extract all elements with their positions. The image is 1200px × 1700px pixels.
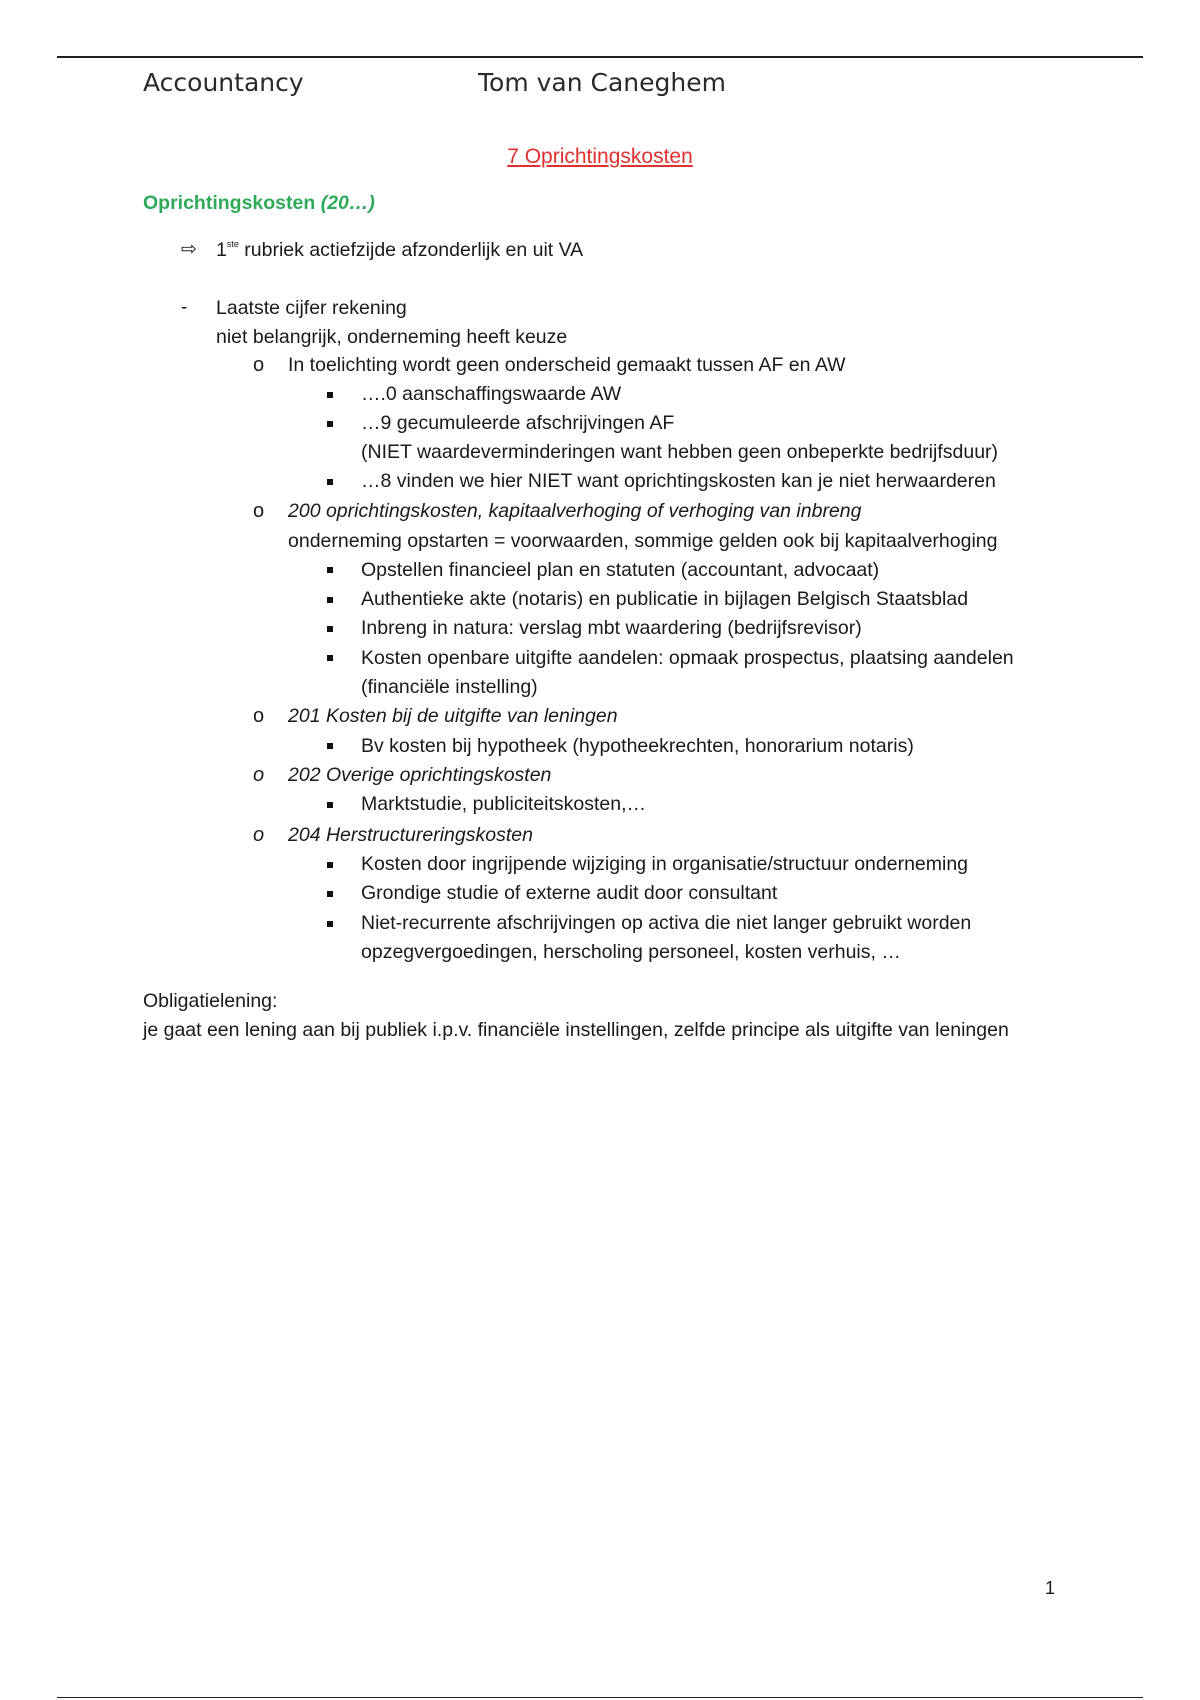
circle-bullet: o <box>253 354 265 376</box>
sub4-title: 202 Overige oprichtingskosten <box>288 764 552 786</box>
sub2-title <box>288 500 861 523</box>
arrow-item-superscript: ste <box>226 239 239 249</box>
page-number: 1 <box>1045 1578 1056 1598</box>
circle-bullet: o <box>253 705 265 727</box>
sub1-bullet-2: …9 gecumuleerde afschrijvingen AF <box>361 412 675 434</box>
sub2-bullet-4: Kosten openbare uitgifte aandelen: opmaak prospectus, plaatsing aandelen <box>361 647 1014 669</box>
sub5-bullet-3: Niet-recurrente afschrijvingen op activa die niet langer gebruikt worden <box>361 912 972 934</box>
header-course: Accountancy <box>143 68 304 97</box>
sub1-bullet-3: …8 vinden we hier NIET want oprichtingskosten kan je niet herwaarderen <box>361 470 996 492</box>
obligatie-text: je gaat een lening aan bij publiek i.p.v. financiële instellingen, zelfde principe als uitgifte van leningen <box>143 1019 1009 1041</box>
bottom-rule <box>57 1697 1143 1698</box>
circle-bullet: o <box>253 824 265 846</box>
square-bullet-icon <box>327 743 333 749</box>
sub2-bullet-3: Inbreng in natura: verslag mbt waardering (bedrijfsrevisor) <box>361 617 862 639</box>
square-bullet-icon <box>327 597 333 603</box>
sub5-bullet-2: Grondige studie of externe audit door consultant <box>361 882 778 904</box>
sub1-bullet-2-cont: (NIET waardeverminderingen want hebben geen onbeperkte bedrijfsduur) <box>361 441 999 463</box>
sub1-bullet-1: ….0 aanschaffingswaarde AW <box>361 383 622 405</box>
arrow-item-text: rubriek actiefzijde afzonderlijk en uit VA <box>238 239 584 261</box>
square-bullet-icon <box>327 479 333 485</box>
dash-item-line2: niet belangrijk, onderneming heeft keuze <box>216 326 568 348</box>
dash-bullet: - <box>181 297 188 318</box>
sub2-bullet-4-cont: (financiële instelling) <box>361 676 538 698</box>
top-rule <box>57 56 1143 58</box>
square-bullet-icon <box>327 567 333 573</box>
sub2-title-plain: 200 oprichtingskosten, <box>288 500 484 522</box>
arrow-item <box>216 239 583 262</box>
square-bullet-icon <box>327 921 333 927</box>
circle-bullet: o <box>253 500 265 522</box>
square-bullet-icon <box>327 626 333 632</box>
chapter-title: 7 Oprichtingskosten <box>507 145 693 168</box>
sub3-bullet-1: Bv kosten bij hypotheek (hypotheekrechten, honorarium notaris) <box>361 735 914 757</box>
square-bullet-icon <box>327 862 333 868</box>
obligatie-title: Obligatielening: <box>143 990 278 1012</box>
sub1-text: In toelichting wordt geen onderscheid gemaakt tussen AF en AW <box>288 354 846 376</box>
header-author: Tom van Caneghem <box>478 68 726 97</box>
circle-bullet: o <box>253 764 265 786</box>
square-bullet-icon <box>327 655 333 661</box>
square-bullet-icon <box>327 891 333 897</box>
sub2-title-rest: kapitaalverhoging of verhoging van inbreng <box>483 500 862 522</box>
section-heading-main: Oprichtingskosten <box>143 192 321 214</box>
arrow-item-number: 1 <box>216 239 227 261</box>
sub5-title: 204 Herstructureringskosten <box>288 824 533 846</box>
sub5-bullet-3-cont: opzegvergoedingen, herscholing personeel, kosten verhuis, … <box>361 941 901 963</box>
section-heading <box>143 192 375 215</box>
square-bullet-icon <box>327 421 333 427</box>
sub2-bullet-1: Opstellen financieel plan en statuten (accountant, advocaat) <box>361 559 880 581</box>
sub3-title: 201 Kosten bij de uitgifte van leningen <box>288 705 618 727</box>
sub4-bullet-1: Marktstudie, publiciteitskosten,… <box>361 793 647 815</box>
square-bullet-icon <box>327 802 333 808</box>
sub5-bullet-1: Kosten door ingrijpende wijziging in organisatie/structuur onderneming <box>361 853 969 875</box>
sub2-desc: onderneming opstarten = voorwaarden, sommige gelden ook bij kapitaalverhoging <box>288 530 998 552</box>
sub2-bullet-2: Authentieke akte (notaris) en publicatie in bijlagen Belgisch Staatsblad <box>361 588 969 610</box>
square-bullet-icon <box>327 392 333 398</box>
section-heading-code: (20…) <box>320 192 375 214</box>
dash-item-line1: Laatste cijfer rekening <box>216 297 407 319</box>
arrow-bullet-icon: ⇨ <box>181 239 197 260</box>
